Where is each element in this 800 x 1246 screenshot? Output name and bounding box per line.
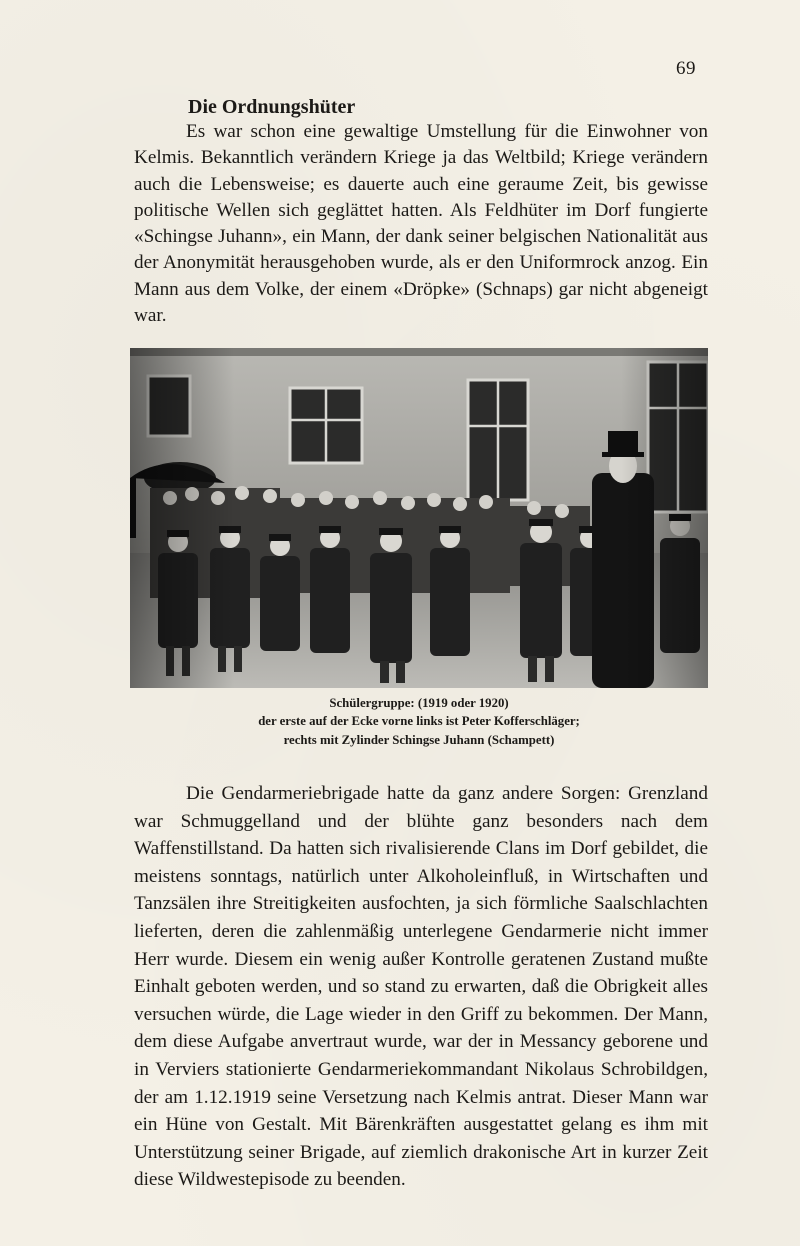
caption-line-3: rechts mit Zylinder Schingse Juhann (Schampett) [283, 732, 555, 747]
photo-caption [130, 694, 708, 749]
section-heading: Die Ordnungshüter [188, 96, 356, 118]
caption-line-2: der erste auf der Ecke vorne links ist Peter Kofferschläger; [258, 714, 580, 729]
paragraph-intro-text: Es war schon eine gewaltige Umstellung für die Einwohner von Kelmis. Bekanntlich verändern Kriege ja das Weltbild; Kriege verändern auch die Lebensweise; es dauerte auch eine geraume Zeit, bis gewisse politische Wellen sich geglättet hatten. Als Feldhüter im Dorf fungierte «Schingse Juhann», ein Mann, der dank seiner belgischen Nationalität aus der Anonymität herausgehoben wurde, als er den Uniformrock anzog. Ein Mann aus dem Volke, der einem «Dröpke» (Schnaps) gar nicht abgeneigt war. [134, 121, 708, 327]
page-number: 69 [676, 58, 696, 79]
caption-line-1: Schülergruppe: (1919 oder 1920) [329, 696, 509, 710]
paragraph-intro [134, 119, 708, 329]
school-group-photo [130, 348, 708, 688]
paragraph-gendarmerie [134, 780, 708, 1194]
paragraph-gendarmerie-text: Die Gendarmeriebrigade hatte da ganz andere Sorgen: Grenzland war Schmuggelland und der blühte ganz besonders nach dem Waffenstillstand. Da hatten sich rivalisierende Clans im Dorf gebildet, die meistens sonntags, natürlich unter Alkoholeinfluß, in Wirtschaften und Tanzsälen ihre Streitigkeiten ausfochten, ja sich förmliche Saalschlachten lieferten, deren die zahlenmäßig unterlegene Gendarmerie nicht immer Herr wurde. Diesem ein wenig außer Kontrolle geratenen Zustand mußte Einhalt geboten werden, und so stand zu erwarten, daß die Obrigkeit alles versuchen würde, die Lage wieder in den Griff zu bekommen. Der Mann, dem diese Aufgabe anvertraut wurde, war der in Messancy geborene und in Verviers stationierte Gendarmeriekommandant Nikolaus Schrobildgen, der am 1.12.1919 seine Versetzung nach Kelmis antrat. Dieser Mann war ein Hüne von Gestalt. Mit Bärenkräften ausgestattet gelang es ihm mit Unterstützung seiner Brigade, auf ziemlich drakonische Art in kurzer Zeit diese Wildwestepisode zu beenden. [134, 783, 708, 1191]
